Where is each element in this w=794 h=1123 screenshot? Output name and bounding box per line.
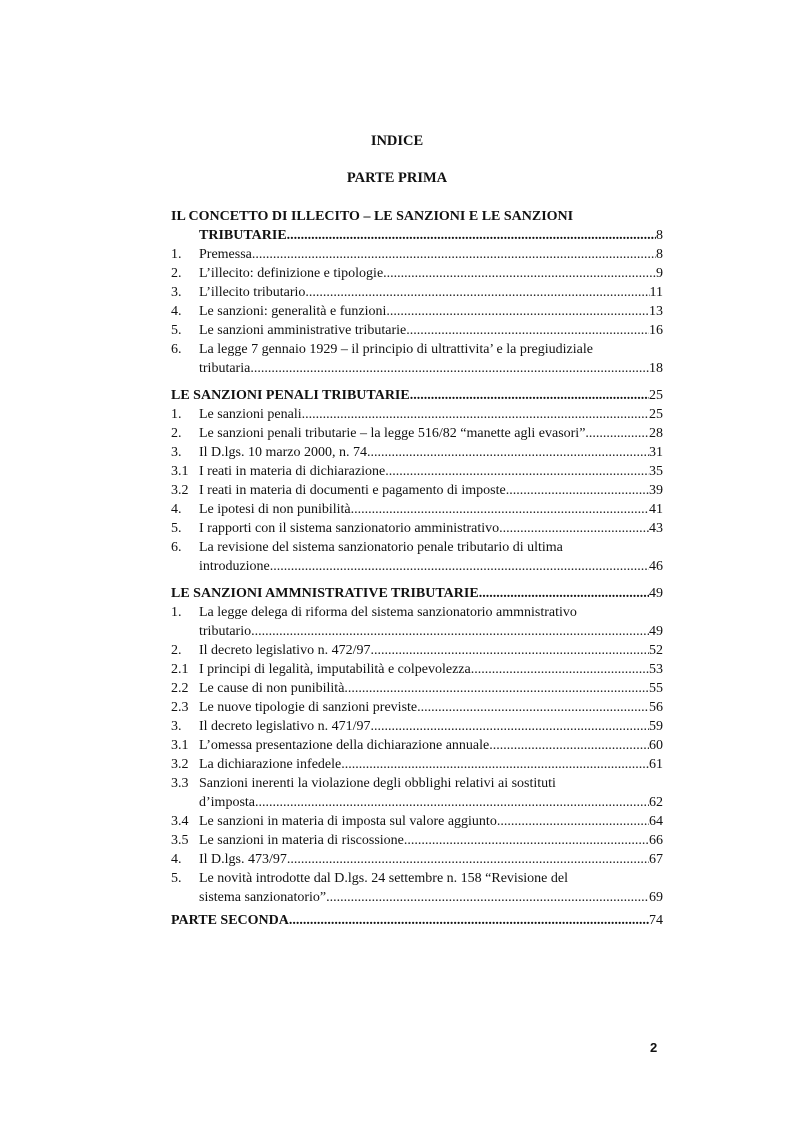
entry-title-cont: introduzione <box>199 559 270 574</box>
entry-number: 2.3 <box>171 700 189 715</box>
entry-title-cont: tributaria <box>199 361 251 376</box>
section-title-cont: TRIBUTARIE <box>199 228 287 243</box>
entry-title: La dichiarazione infedele <box>199 757 342 772</box>
dot-leader <box>270 557 649 576</box>
entry-number: 2.2 <box>171 681 189 696</box>
index-heading: INDICE <box>370 133 424 149</box>
page-ref: 66 <box>649 833 663 848</box>
page-ref: 35 <box>649 464 663 479</box>
page-ref: 16 <box>649 323 663 338</box>
entry-number: 3. <box>171 285 182 300</box>
toc-entry[interactable] <box>171 698 663 717</box>
dot-leader <box>252 245 656 264</box>
dot-leader <box>585 424 649 443</box>
dot-leader <box>351 500 649 519</box>
dot-leader <box>489 736 649 755</box>
entry-number: 1. <box>171 605 182 620</box>
toc-entry[interactable] <box>171 641 663 660</box>
entry-title: Le sanzioni amministrative tributarie <box>199 323 407 338</box>
dot-leader <box>404 831 649 850</box>
dot-leader <box>499 519 649 538</box>
page-ref: 53 <box>649 662 663 677</box>
toc-entry-cont[interactable] <box>171 557 663 576</box>
page-ref: 18 <box>649 361 663 376</box>
dot-leader <box>287 226 656 245</box>
toc-entry[interactable] <box>171 321 663 340</box>
entry-title: La legge 7 gennaio 1929 – il principio di ultrattivita’ e la pregiudiziale <box>199 342 593 357</box>
entry-number: 3.1 <box>171 738 189 753</box>
page-ref: 62 <box>649 795 663 810</box>
page-ref: 69 <box>649 890 663 905</box>
section-title-line[interactable] <box>171 207 663 226</box>
toc-entry[interactable] <box>171 462 663 481</box>
toc-entry[interactable] <box>171 603 663 622</box>
toc-entry[interactable] <box>171 755 663 774</box>
entry-title: Il decreto legislativo n. 471/97 <box>199 719 371 734</box>
entry-number: 3.3 <box>171 776 189 791</box>
dot-leader <box>367 443 649 462</box>
dot-leader <box>255 793 649 812</box>
entry-number: 1. <box>171 407 182 422</box>
toc-entry[interactable] <box>171 717 663 736</box>
dot-leader <box>406 321 649 340</box>
dot-leader <box>341 755 649 774</box>
entry-number: 3.2 <box>171 757 189 772</box>
page-ref: 25 <box>649 407 663 422</box>
entry-title: Le ipotesi di non punibilità <box>199 502 351 517</box>
entry-title: I reati in materia di documenti e pagamento di imposte <box>199 483 506 498</box>
entry-title: L’illecito tributario <box>199 285 306 300</box>
page-ref: 49 <box>649 586 663 601</box>
part-heading: PARTE PRIMA <box>346 170 448 186</box>
entry-title: Le cause di non punibilità <box>199 681 345 696</box>
section-title: LE SANZIONI AMMNISTRATIVE TRIBUTARIE <box>171 586 479 601</box>
dot-leader <box>305 283 649 302</box>
entry-number: 4. <box>171 852 182 867</box>
toc-entry[interactable] <box>171 340 663 359</box>
page-ref: 67 <box>649 852 663 867</box>
entry-title: Le sanzioni penali tributarie – la legge 516/82 “manette agli evasori” <box>199 426 586 441</box>
dot-leader <box>471 660 649 679</box>
entry-number: 2. <box>171 643 182 658</box>
page-ref: 25 <box>649 388 663 403</box>
entry-number: 1. <box>171 247 182 262</box>
dot-leader <box>506 481 649 500</box>
toc-entry[interactable] <box>171 424 663 443</box>
toc-entry[interactable] <box>171 405 663 424</box>
page-ref: 11 <box>649 285 663 300</box>
entry-title: Le sanzioni: generalità e funzioni <box>199 304 387 319</box>
toc-entry[interactable] <box>171 500 663 519</box>
dot-leader <box>370 717 649 736</box>
entry-title: La legge delega di riforma del sistema sanzionatorio ammnistrativo <box>199 605 577 620</box>
page-ref: 13 <box>649 304 663 319</box>
entry-number: 2. <box>171 426 182 441</box>
entry-title: Premessa <box>199 247 252 262</box>
entry-title: I principi di legalità, imputabilità e colpevolezza <box>199 662 471 677</box>
entry-title-cont: tributario <box>199 624 252 639</box>
entry-number: 2.1 <box>171 662 189 677</box>
entry-title: I rapporti con il sistema sanzionatorio amministrativo <box>199 521 500 536</box>
toc-entry[interactable] <box>171 302 663 321</box>
page-ref: 59 <box>649 719 663 734</box>
entry-title-cont: sistema sanzionatorio” <box>199 890 327 905</box>
toc-entry[interactable] <box>171 264 663 283</box>
dot-leader <box>497 812 649 831</box>
toc-entry[interactable] <box>171 812 663 831</box>
page-ref: 64 <box>649 814 663 829</box>
toc-entry[interactable] <box>171 660 663 679</box>
entry-title: Le sanzioni in materia di riscossione <box>199 833 404 848</box>
entry-title: Sanzioni inerenti la violazione degli obblighi relativi ai sostituti <box>199 776 556 791</box>
entry-title: Le nuove tipologie di sanzioni previste <box>199 700 418 715</box>
page-number: 2 <box>650 1040 658 1055</box>
page-ref: 56 <box>649 700 663 715</box>
entry-title: La revisione del sistema sanzionatorio penale tributario di ultima <box>199 540 563 555</box>
page-ref: 28 <box>649 426 663 441</box>
toc-entry[interactable] <box>171 869 663 888</box>
dot-leader <box>417 698 649 717</box>
page-ref: 60 <box>649 738 663 753</box>
page-ref: 8 <box>656 247 663 262</box>
dot-leader <box>410 386 649 405</box>
entry-title-cont: d’imposta <box>199 795 255 810</box>
entry-number: 3.1 <box>171 464 189 479</box>
entry-number: 3. <box>171 445 182 460</box>
dot-leader <box>250 359 649 378</box>
entry-title: I reati in materia di dichiarazione <box>199 464 386 479</box>
toc-entry-cont[interactable] <box>171 359 663 378</box>
entry-title: Le sanzioni in materia di imposta sul valore aggiunto <box>199 814 497 829</box>
entry-number: 6. <box>171 342 182 357</box>
toc-entry-cont[interactable] <box>171 622 663 641</box>
entry-number: 2. <box>171 266 182 281</box>
page-ref: 55 <box>649 681 663 696</box>
toc-entry[interactable] <box>171 679 663 698</box>
page-ref: 41 <box>649 502 663 517</box>
entry-number: 5. <box>171 871 182 886</box>
toc-entry[interactable] <box>171 443 663 462</box>
dot-leader <box>326 888 649 907</box>
entry-number: 4. <box>171 502 182 517</box>
entry-number: 5. <box>171 521 182 536</box>
section-title-line[interactable] <box>171 386 663 405</box>
dot-leader <box>302 405 649 424</box>
entry-title: Il D.lgs. 10 marzo 2000, n. 74 <box>199 445 367 460</box>
toc-entry[interactable] <box>171 283 663 302</box>
toc-entry[interactable] <box>171 245 663 264</box>
section-title-line[interactable] <box>171 226 663 245</box>
entry-title: L’omessa presentazione della dichiarazione annuale <box>199 738 490 753</box>
page-ref: 31 <box>649 445 663 460</box>
section-title: IL CONCETTO DI ILLECITO – LE SANZIONI E LE SANZIONI <box>171 209 574 224</box>
section-title: PARTE SECONDA <box>171 913 289 928</box>
toc-entry-cont[interactable] <box>171 793 663 812</box>
page-ref: 52 <box>649 643 663 658</box>
dot-leader <box>479 584 649 603</box>
entry-title: L’illecito: definizione e tipologie <box>199 266 384 281</box>
entry-title: Il D.lgs. 473/97 <box>199 852 287 867</box>
toc-entry[interactable] <box>171 481 663 500</box>
dot-leader <box>385 462 649 481</box>
page-ref: 46 <box>649 559 663 574</box>
toc-entry[interactable] <box>171 831 663 850</box>
entry-number: 5. <box>171 323 182 338</box>
page-ref: 74 <box>649 913 663 928</box>
entry-number: 3.2 <box>171 483 189 498</box>
toc-entry[interactable] <box>171 519 663 538</box>
entry-number: 3.4 <box>171 814 189 829</box>
section-title-line[interactable] <box>171 911 663 930</box>
page-ref: 9 <box>656 266 663 281</box>
toc-entry[interactable] <box>171 538 663 557</box>
dot-leader <box>287 850 649 869</box>
page-ref: 61 <box>649 757 663 772</box>
entry-number: 3.5 <box>171 833 189 848</box>
page-ref: 43 <box>649 521 663 536</box>
dot-leader <box>370 641 649 660</box>
entry-number: 3. <box>171 719 182 734</box>
page-ref: 49 <box>649 624 663 639</box>
section-title: LE SANZIONI PENALI TRIBUTARIE <box>171 388 410 403</box>
dot-leader <box>251 622 649 641</box>
dot-leader <box>344 679 649 698</box>
toc-entry[interactable] <box>171 850 663 869</box>
page-ref: 39 <box>649 483 663 498</box>
toc-entry[interactable] <box>171 774 663 793</box>
entry-number: 6. <box>171 540 182 555</box>
dot-leader <box>386 302 649 321</box>
entry-title: Le novità introdotte dal D.lgs. 24 settembre n. 158 “Revisione del <box>199 871 568 886</box>
section-title-line[interactable] <box>171 584 663 603</box>
entry-number: 4. <box>171 304 182 319</box>
toc-entry-cont[interactable] <box>171 888 663 907</box>
entry-title: Le sanzioni penali <box>199 407 302 422</box>
toc-entry[interactable] <box>171 736 663 755</box>
dot-leader <box>383 264 656 283</box>
entry-title: Il decreto legislativo n. 472/97 <box>199 643 371 658</box>
dot-leader <box>289 911 649 930</box>
page-ref: 8 <box>656 228 663 243</box>
